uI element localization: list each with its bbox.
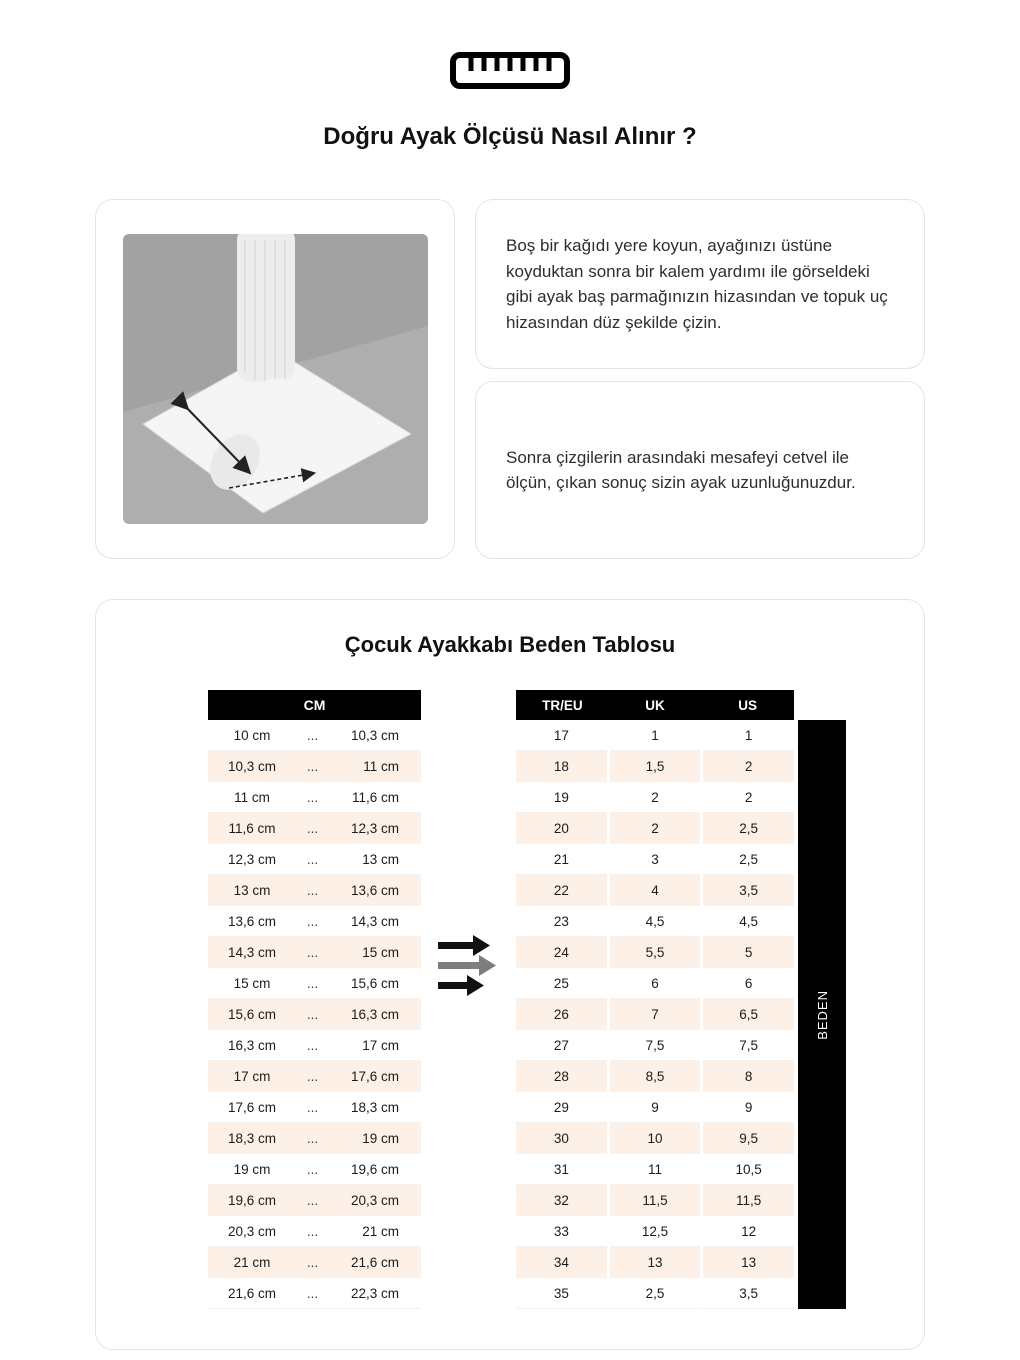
size-table-card [95, 599, 925, 1350]
size-value-uk: 2 [610, 813, 701, 844]
size-table-row [516, 1278, 794, 1309]
cm-min-value: 15,6 cm [227, 1006, 277, 1022]
range-dots: ... [306, 789, 319, 805]
size-column-header: US [738, 697, 758, 713]
cm-table-row [208, 1216, 421, 1247]
size-value-uk: 13 [610, 1247, 701, 1278]
size-value-treu: 25 [516, 968, 607, 999]
instruction-step-2: Sonra çizgilerin arasındaki mesafeyi cetvel ile ölçün, çıkan sonuç sizin ayak uzunluğunuzdur. [506, 447, 856, 492]
range-dots: ... [306, 1006, 319, 1022]
size-value-uk: 8,5 [610, 1061, 701, 1092]
size-value-treu: 32 [516, 1185, 607, 1216]
cm-max-value: 14,3 cm [350, 913, 399, 929]
cm-max-value: 18,3 cm [350, 1099, 399, 1115]
cm-table-row [208, 1278, 421, 1309]
size-table-row [516, 1154, 794, 1185]
cm-table-row [208, 968, 421, 999]
size-table-row [516, 844, 794, 875]
cm-max-value: 19 cm [362, 1130, 399, 1146]
cm-min-value: 16,3 cm [227, 1037, 277, 1053]
size-table-row [516, 1123, 794, 1154]
size-value-us: 3,5 [703, 875, 794, 906]
size-value-treu: 33 [516, 1216, 607, 1247]
size-value-treu: 20 [516, 813, 607, 844]
size-value-uk: 2 [610, 782, 701, 813]
range-dots: ... [306, 913, 319, 929]
cm-min-value: 21 cm [233, 1254, 271, 1270]
beden-bar [798, 720, 846, 1309]
page-header [0, 0, 1020, 151]
size-value-us: 6,5 [703, 999, 794, 1030]
range-dots: ... [306, 820, 319, 836]
range-dots: ... [306, 1192, 319, 1208]
size-value-treu: 31 [516, 1154, 607, 1185]
cm-min-value: 13,6 cm [227, 913, 277, 929]
cm-max-value: 13 cm [362, 851, 399, 867]
size-table-row [516, 751, 794, 782]
range-dots: ... [306, 1285, 319, 1301]
size-value-us: 2,5 [703, 844, 794, 875]
size-value-us: 9 [703, 1092, 794, 1123]
size-table-row [516, 968, 794, 999]
size-value-us: 12 [703, 1216, 794, 1247]
cm-table-row [208, 813, 421, 844]
cm-max-value: 15 cm [362, 944, 399, 960]
instruction-box-2 [475, 381, 925, 559]
size-value-treu: 30 [516, 1123, 607, 1154]
range-dots: ... [306, 1223, 319, 1239]
size-value-treu: 35 [516, 1278, 607, 1309]
size-value-uk: 1 [610, 720, 701, 751]
size-value-treu: 17 [516, 720, 607, 751]
cm-table-row [208, 1247, 421, 1278]
size-table-row [516, 813, 794, 844]
cm-table-header: CM [208, 690, 421, 720]
cm-min-value: 10 cm [233, 727, 271, 743]
size-value-us: 8 [703, 1061, 794, 1092]
cm-table-row [208, 999, 421, 1030]
size-table-row [516, 875, 794, 906]
size-value-uk: 7 [610, 999, 701, 1030]
beden-label: BEDEN [814, 989, 830, 1040]
range-dots: ... [306, 1037, 319, 1053]
cm-table-body [208, 720, 421, 1309]
cm-max-value: 12,3 cm [350, 820, 399, 836]
cm-min-value: 21,6 cm [227, 1285, 277, 1301]
cm-max-value: 19,6 cm [350, 1161, 399, 1177]
size-value-treu: 29 [516, 1092, 607, 1123]
size-table-row [516, 1216, 794, 1247]
cm-max-value: 16,3 cm [350, 1006, 399, 1022]
cm-table-row [208, 906, 421, 937]
size-value-uk: 6 [610, 968, 701, 999]
size-value-us: 7,5 [703, 1030, 794, 1061]
size-table-row [516, 1061, 794, 1092]
size-table-row [516, 1247, 794, 1278]
size-value-uk: 9 [610, 1092, 701, 1123]
size-value-us: 2,5 [703, 813, 794, 844]
cm-table-row [208, 1061, 421, 1092]
cm-min-value: 14,3 cm [227, 944, 277, 960]
size-value-uk: 11 [610, 1154, 701, 1185]
cm-max-value: 11,6 cm [351, 789, 399, 805]
cm-max-value: 22,3 cm [350, 1285, 399, 1301]
instruction-step-1: Boş bir kağıdı yere koyun, ayağınızı üstüne koyduktan sonra bir kalem yardımı ile görseldeki gibi ayak baş parmağınızın hizasından ve topuk uç hizasından düz şekilde çizin. [506, 236, 888, 332]
range-dots: ... [306, 1130, 319, 1146]
size-table-title: Çocuk Ayakkabı Beden Tablosu [344, 632, 676, 657]
size-value-uk: 10 [610, 1123, 701, 1154]
cm-table-row [208, 875, 421, 906]
size-column-header: TR/EU [542, 697, 583, 713]
size-value-us: 4,5 [703, 906, 794, 937]
size-table-row [516, 720, 794, 751]
size-value-us: 5 [703, 937, 794, 968]
size-value-uk: 5,5 [610, 937, 701, 968]
size-value-treu: 21 [516, 844, 607, 875]
size-value-uk: 11,5 [610, 1185, 701, 1216]
size-value-uk: 3 [610, 844, 701, 875]
size-table-row [516, 937, 794, 968]
size-value-uk: 4 [610, 875, 701, 906]
size-value-us: 3,5 [703, 1278, 794, 1309]
transfer-arrows-icon [421, 930, 516, 1000]
cm-max-value: 20,3 cm [350, 1192, 399, 1208]
size-value-us: 13 [703, 1247, 794, 1278]
cm-table-row [208, 844, 421, 875]
size-table-body [516, 720, 794, 1309]
cm-table-row [208, 1154, 421, 1185]
cm-max-value: 21,6 cm [350, 1254, 399, 1270]
cm-min-value: 11 cm [234, 789, 270, 805]
cm-table-row [208, 1123, 421, 1154]
cm-min-value: 17 cm [233, 1068, 271, 1084]
size-value-us: 2 [703, 782, 794, 813]
size-table-row [516, 1185, 794, 1216]
size-value-us: 9,5 [703, 1123, 794, 1154]
size-value-us: 11,5 [703, 1185, 794, 1216]
size-value-treu: 26 [516, 999, 607, 1030]
size-value-us: 2 [703, 751, 794, 782]
instruction-box-1 [475, 199, 925, 369]
size-table-row [516, 906, 794, 937]
cm-table-row [208, 1185, 421, 1216]
cm-max-value: 10,3 cm [350, 727, 399, 743]
cm-max-value: 17,6 cm [350, 1068, 399, 1084]
size-column-header: UK [645, 697, 665, 713]
size-value-uk: 7,5 [610, 1030, 701, 1061]
size-value-treu: 18 [516, 751, 607, 782]
cm-max-value: 11 cm [363, 758, 399, 774]
cm-table-row [208, 937, 421, 968]
cm-max-value: 17 cm [362, 1037, 399, 1053]
cm-table-row [208, 751, 421, 782]
instructions-column [475, 199, 925, 559]
howto-section [0, 199, 1020, 559]
cm-table-row [208, 1030, 421, 1061]
size-table-row [516, 999, 794, 1030]
cm-min-value: 20,3 cm [227, 1223, 277, 1239]
size-value-us: 10,5 [703, 1154, 794, 1185]
size-value-uk: 2,5 [610, 1278, 701, 1309]
size-table [516, 690, 794, 1309]
range-dots: ... [306, 1068, 319, 1084]
cm-min-value: 10,3 cm [227, 758, 277, 774]
cm-min-value: 19,6 cm [227, 1192, 277, 1208]
size-value-treu: 28 [516, 1061, 607, 1092]
size-value-uk: 1,5 [610, 751, 701, 782]
foot-photo-card [95, 199, 455, 559]
size-value-uk: 4,5 [610, 906, 701, 937]
size-value-us: 6 [703, 968, 794, 999]
cm-max-value: 15,6 cm [350, 975, 399, 991]
size-value-treu: 19 [516, 782, 607, 813]
range-dots: ... [306, 975, 319, 991]
ruler-icon [0, 48, 1020, 97]
cm-table [208, 690, 421, 1309]
size-tables-row [96, 690, 924, 1309]
cm-table-row [208, 782, 421, 813]
range-dots: ... [306, 727, 319, 743]
size-value-us: 1 [703, 720, 794, 751]
size-table-row [516, 1030, 794, 1061]
range-dots: ... [306, 944, 319, 960]
range-dots: ... [306, 758, 319, 774]
foot-measurement-photo [123, 234, 428, 524]
range-dots: ... [306, 1099, 319, 1115]
size-value-treu: 27 [516, 1030, 607, 1061]
cm-min-value: 17,6 cm [227, 1099, 277, 1115]
cm-min-value: 11,6 cm [228, 820, 276, 836]
size-table-row [516, 1092, 794, 1123]
range-dots: ... [306, 1161, 319, 1177]
page-title: Doğru Ayak Ölçüsü Nasıl Alınır ? [323, 123, 697, 150]
cm-table-row [208, 720, 421, 751]
size-table-row [516, 782, 794, 813]
cm-min-value: 18,3 cm [227, 1130, 277, 1146]
size-table-header-row [516, 690, 794, 720]
cm-min-value: 12,3 cm [227, 851, 277, 867]
size-value-treu: 24 [516, 937, 607, 968]
cm-max-value: 13,6 cm [350, 882, 399, 898]
cm-min-value: 13 cm [233, 882, 271, 898]
size-value-treu: 22 [516, 875, 607, 906]
cm-table-row [208, 1092, 421, 1123]
range-dots: ... [306, 851, 319, 867]
range-dots: ... [306, 1254, 319, 1270]
range-dots: ... [306, 882, 319, 898]
size-value-uk: 12,5 [610, 1216, 701, 1247]
cm-max-value: 21 cm [362, 1223, 399, 1239]
size-value-treu: 23 [516, 906, 607, 937]
cm-min-value: 15 cm [233, 975, 271, 991]
size-value-treu: 34 [516, 1247, 607, 1278]
cm-min-value: 19 cm [233, 1161, 271, 1177]
